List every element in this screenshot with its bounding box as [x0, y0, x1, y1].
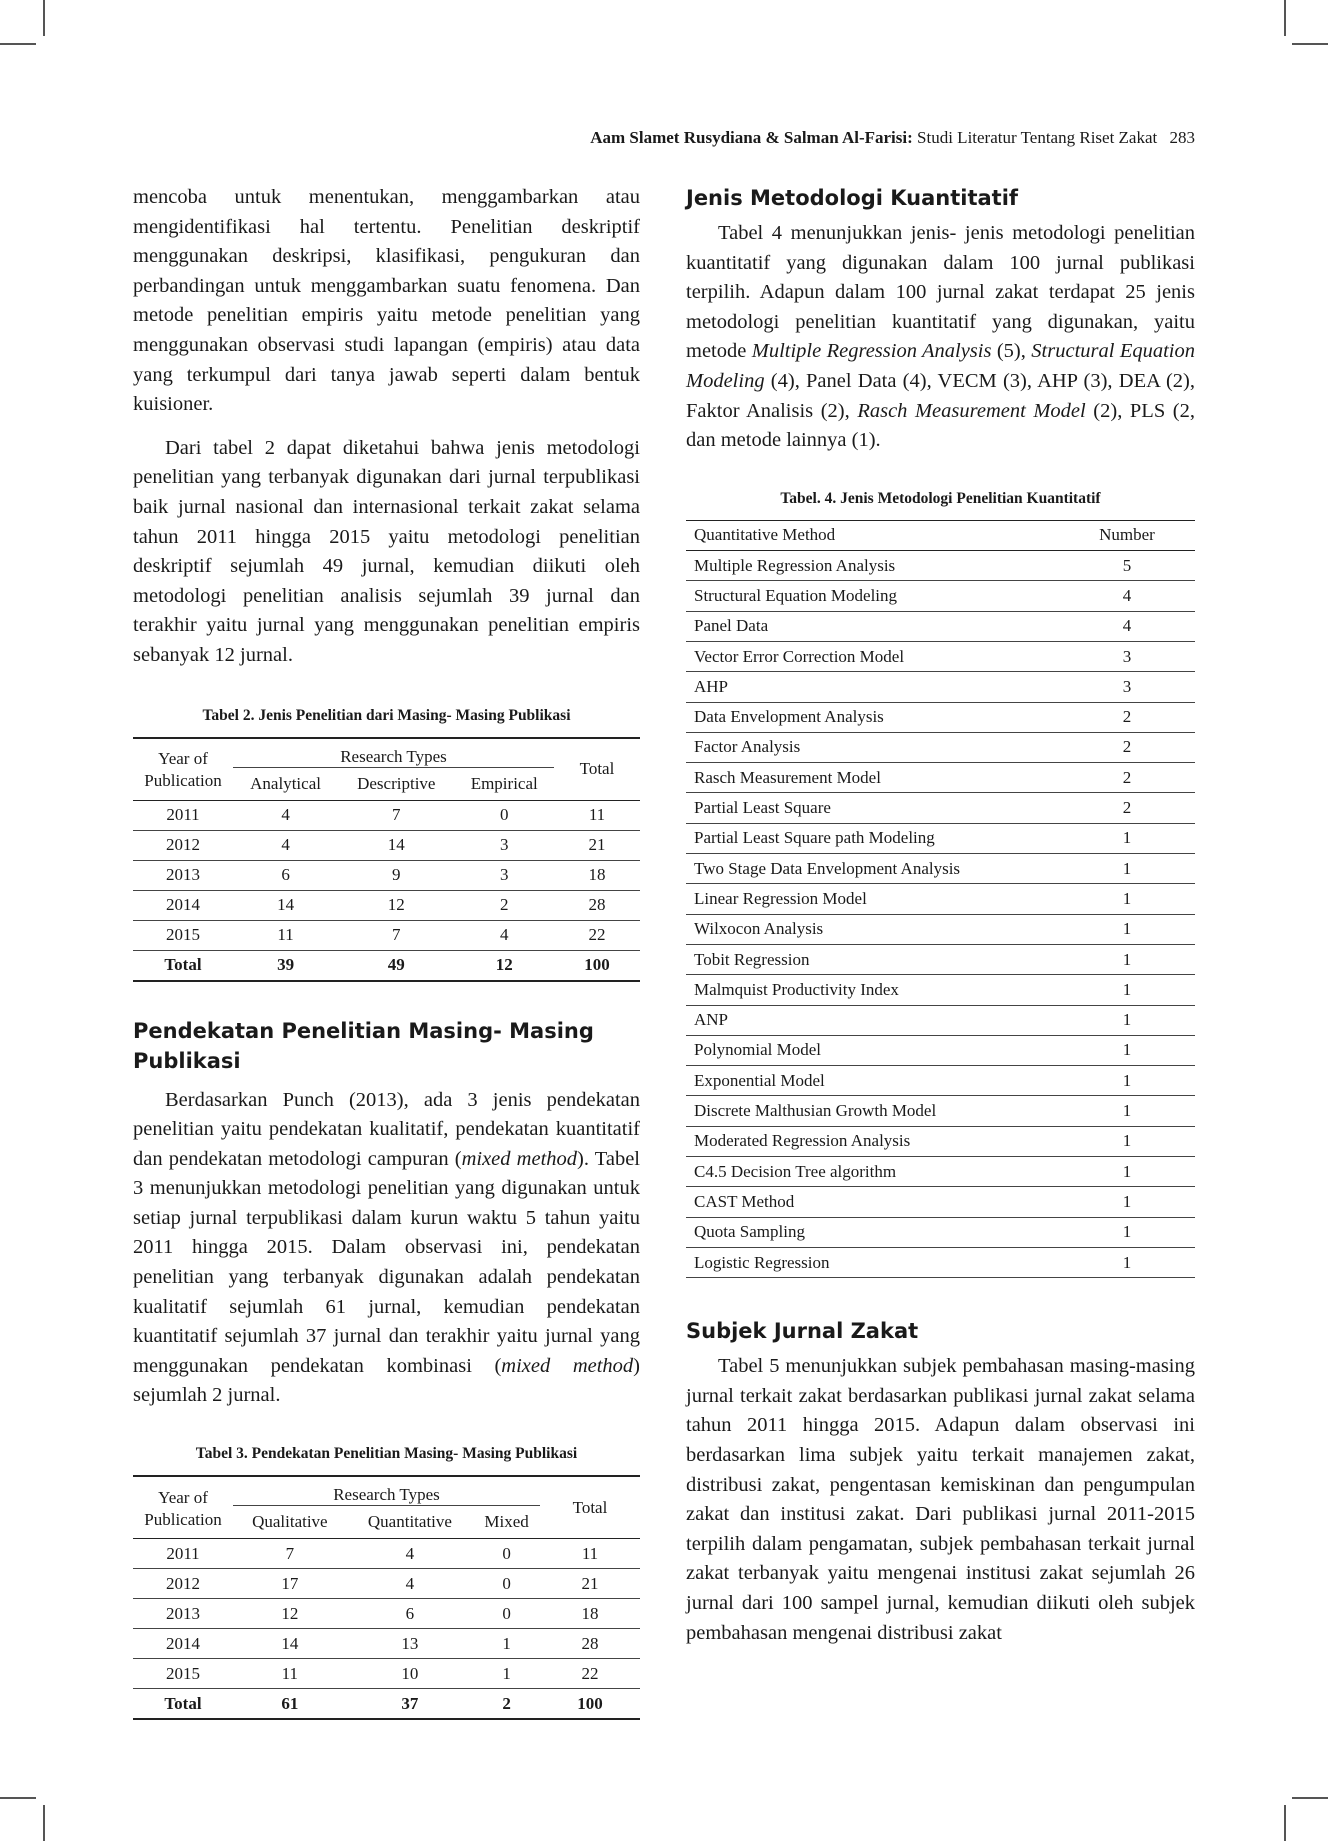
- number-cell: 4: [1059, 611, 1195, 641]
- table-row: [133, 1659, 640, 1689]
- table-row: [686, 854, 1195, 884]
- table-cell: 14: [233, 1629, 347, 1659]
- table-cell: 14: [338, 830, 454, 860]
- column-header: Total: [540, 1476, 640, 1539]
- table-caption: Tabel 2. Jenis Penelitian dari Masing- Masing Publikasi: [202, 706, 571, 724]
- table-cell: 28: [540, 1629, 640, 1659]
- column-header: Number: [1059, 520, 1195, 550]
- table-cell: 7: [233, 1539, 347, 1569]
- number-cell: 1: [1059, 1066, 1195, 1096]
- table-cell: 12: [338, 890, 454, 920]
- section-heading: Jenis Metodologi Kuantitatif: [686, 186, 1019, 210]
- table-row: [686, 1187, 1195, 1217]
- table-cell: 11: [540, 1539, 640, 1569]
- table-row: [133, 890, 640, 920]
- table-row: [686, 1126, 1195, 1156]
- table-cell: 100: [554, 950, 640, 981]
- number-cell: 1: [1059, 1217, 1195, 1247]
- number-cell: 1: [1059, 823, 1195, 853]
- table-cell: 4: [347, 1539, 473, 1569]
- paragraph: Dari tabel 2 dapat diketahui bahwa jenis metodologi penelitian yang terbanyak digunakan dari jurnal terpublikasi baik jurnal nasional dan internasional terkait zakat selama tahun 2011 hingga 2015 yaitu metodologi penelitian deskriptif sejumlah 49 jurnal, kemudian diikuti oleh metodologi penelitian analisis sejumlah 39 jurnal dan terakhir yaitu jurnal yang menggunakan penelitian empiris sebanyak 12 jurnal.: [133, 436, 640, 666]
- method-cell: Factor Analysis: [686, 732, 1059, 762]
- table-cell: 18: [540, 1599, 640, 1629]
- column-header: Qualitative: [233, 1506, 347, 1539]
- table-row: [133, 1599, 640, 1629]
- table-total-row: [133, 950, 640, 981]
- method-cell: Moderated Regression Analysis: [686, 1126, 1059, 1156]
- table-caption: Tabel. 4. Jenis Metodologi Penelitian Kuantitatif: [780, 489, 1101, 507]
- table-2: [133, 707, 640, 982]
- paragraph-text: (4), Panel Data (4), VECM (3), AHP (3), DEA (2), Faktor Analisis (2),: [686, 369, 1195, 422]
- table-row: [686, 1096, 1195, 1126]
- table-cell: 2: [454, 890, 554, 920]
- paragraph-emphasis: mixed method: [501, 1354, 634, 1377]
- table-3: [133, 1445, 640, 1720]
- paragraph-emphasis: mixed method: [461, 1147, 578, 1170]
- section-heading: Subjek Jurnal Zakat: [686, 1319, 919, 1344]
- data-table: [133, 737, 640, 982]
- number-cell: 5: [1059, 551, 1195, 581]
- number-cell: 1: [1059, 1035, 1195, 1065]
- table-cell: 11: [233, 1659, 347, 1689]
- number-cell: 3: [1059, 641, 1195, 671]
- table-cell: 61: [233, 1689, 347, 1720]
- section-heading: Pendekatan Penelitian Masing- Masing Publikasi: [133, 1018, 594, 1073]
- table-cell: 2: [473, 1689, 540, 1720]
- header-authors: Aam Slamet Rusydiana & Salman Al-Farisi:: [590, 128, 913, 147]
- method-cell: Malmquist Productivity Index: [686, 975, 1059, 1005]
- table-row: [686, 823, 1195, 853]
- paragraph-text: Tabel 4 menunjukkan jenis- jenis metodologi penelitian kuantitatif yang digunakan dalam 100 jurnal publikasi terpilih. Adapun dalam 100 jurnal zakat terdapat 25 jenis metodologi penelitian kuantitatif yang digunakan, yaitu metode: [686, 222, 1195, 363]
- method-cell: CAST Method: [686, 1187, 1059, 1217]
- method-cell: Structural Equation Modeling: [686, 581, 1059, 611]
- paragraph-emphasis: Multiple Regression Analysis: [751, 340, 992, 363]
- number-cell: 1: [1059, 1247, 1195, 1277]
- method-cell: Two Stage Data Envelopment Analysis: [686, 854, 1059, 884]
- paragraph-text: ). Tabel 3 menunjukkan metodologi penelitian yang digunakan untuk setiap jurnal terpublikasi dalam kurun waktu 5 tahun yaitu 2011 hingga 2015. Dalam observasi ini, pendekatan penelitian yang terbanyak digunakan adalah pendekatan kualitatif sejumlah 61 jurnal, kemudian pendekatan kuantitatif sejumlah 37 jurnal dan terakhir yaitu jurnal yang menggunakan pendekatan kombinasi (: [133, 1147, 640, 1377]
- number-cell: 1: [1059, 884, 1195, 914]
- table-total-row: [133, 1689, 640, 1720]
- table-row: [133, 800, 640, 830]
- method-cell: Wilxocon Analysis: [686, 914, 1059, 944]
- method-cell: ANP: [686, 1005, 1059, 1035]
- table-cell: 6: [233, 860, 338, 890]
- table-row: [686, 641, 1195, 671]
- table-row: [686, 702, 1195, 732]
- method-cell: Quota Sampling: [686, 1217, 1059, 1247]
- table-row: [686, 1035, 1195, 1065]
- table-row: [686, 763, 1195, 793]
- table-cell: 28: [554, 890, 640, 920]
- table-cell: 21: [540, 1569, 640, 1599]
- paragraph-text: ) sejumlah 2 jurnal.: [133, 1354, 640, 1407]
- number-cell: 4: [1059, 581, 1195, 611]
- paragraph: Tabel 5 menunjukkan subjek pembahasan masing-masing jurnal terkait zakat berdasarkan publikasi jurnal zakat selama tahun 2011 hingga 2015. Adapun dalam observasi ini berdasarkan lima subjek yaitu terkait manajemen zakat, distribusi zakat, pengentasan kemiskinan dan pengumpulan zakat dan institusi zakat. Dari publikasi jurnal 2011-2015 terpilih dalam pengamatan, subjek pembahasan terkait jurnal zakat terbanyak yaitu mengenai institusi zakat sejumlah 26 jurnal dari 100 sampel jurnal, kemudian diikuti oleh subjek pembahasan mengenai distribusi zakat: [686, 1355, 1195, 1644]
- method-cell: Panel Data: [686, 611, 1059, 641]
- method-cell: Polynomial Model: [686, 1035, 1059, 1065]
- table-cell: 2014: [133, 890, 233, 920]
- table-cell: 9: [338, 860, 454, 890]
- table-row: [686, 551, 1195, 581]
- paragraph-text: (2), PLS (2, dan metode lainnya (1).: [686, 399, 1195, 452]
- column-header: Analytical: [233, 767, 338, 800]
- table-row: [686, 1066, 1195, 1096]
- number-cell: 1: [1059, 1126, 1195, 1156]
- table-cell: 2012: [133, 830, 233, 860]
- data-table: [686, 520, 1195, 1278]
- table-cell: 0: [473, 1539, 540, 1569]
- table-cell: 12: [454, 950, 554, 981]
- crop-mark: [0, 1797, 36, 1799]
- crop-mark: [0, 43, 36, 45]
- table-cell: Total: [133, 1689, 233, 1720]
- method-cell: Partial Least Square path Modeling: [686, 823, 1059, 853]
- table-row: [133, 860, 640, 890]
- table-cell: 18: [554, 860, 640, 890]
- paragraph: [133, 1086, 640, 1412]
- table-cell: 0: [473, 1599, 540, 1629]
- column-group-header: Research Types: [233, 738, 554, 768]
- table-cell: 10: [347, 1659, 473, 1689]
- crop-mark: [43, 1805, 45, 1841]
- table-cell: 2011: [133, 800, 233, 830]
- table-cell: 1: [473, 1629, 540, 1659]
- number-cell: 1: [1059, 1096, 1195, 1126]
- table-row: [686, 1217, 1195, 1247]
- table-row: [133, 1569, 640, 1599]
- table-cell: 2013: [133, 860, 233, 890]
- table-cell: 4: [233, 830, 338, 860]
- table-cell: 2015: [133, 1659, 233, 1689]
- paragraph-text: Berdasarkan Punch (2013), ada 3 jenis pendekatan penelitian yaitu pendekatan kualitatif, pendekatan kuantitatif dan pendekatan metodologi campuran (: [133, 1088, 640, 1170]
- column-header: Mixed: [473, 1506, 540, 1539]
- table-cell: 13: [347, 1629, 473, 1659]
- crop-mark: [43, 0, 45, 36]
- method-cell: AHP: [686, 672, 1059, 702]
- table-row: [686, 581, 1195, 611]
- method-cell: Data Envelopment Analysis: [686, 702, 1059, 732]
- number-cell: 2: [1059, 702, 1195, 732]
- number-cell: 1: [1059, 944, 1195, 974]
- number-cell: 1: [1059, 975, 1195, 1005]
- method-cell: Logistic Regression: [686, 1247, 1059, 1277]
- table-4: [686, 490, 1195, 1278]
- number-cell: 3: [1059, 672, 1195, 702]
- method-cell: Vector Error Correction Model: [686, 641, 1059, 671]
- table-cell: 2015: [133, 920, 233, 950]
- table-cell: 2011: [133, 1539, 233, 1569]
- column-group-header: Research Types: [233, 1476, 540, 1506]
- table-row: [686, 1156, 1195, 1186]
- method-cell: Exponential Model: [686, 1066, 1059, 1096]
- table-cell: 22: [554, 920, 640, 950]
- number-cell: 2: [1059, 763, 1195, 793]
- table-cell: 2013: [133, 1599, 233, 1629]
- method-cell: C4.5 Decision Tree algorithm: [686, 1156, 1059, 1186]
- column-header: Quantitative Method: [686, 520, 1059, 550]
- crop-mark: [1292, 43, 1328, 45]
- column-header: Year of Publication: [133, 1476, 233, 1539]
- method-cell: Partial Least Square: [686, 793, 1059, 823]
- table-row: [133, 830, 640, 860]
- method-cell: Tobit Regression: [686, 944, 1059, 974]
- paragraph-emphasis: Structural Equation Modeling: [686, 340, 1196, 392]
- header-title: Studi Literatur Tentang Riset Zakat: [917, 128, 1158, 147]
- table-cell: 7: [338, 800, 454, 830]
- column-header: Total: [554, 738, 640, 801]
- table-cell: 2014: [133, 1629, 233, 1659]
- table-cell: 12: [233, 1599, 347, 1629]
- table-cell: 39: [233, 950, 338, 981]
- number-cell: 1: [1059, 914, 1195, 944]
- table-cell: 100: [540, 1689, 640, 1720]
- table-cell: 7: [338, 920, 454, 950]
- table-row: [133, 920, 640, 950]
- table-row: [686, 793, 1195, 823]
- table-row: [686, 884, 1195, 914]
- right-column: [686, 183, 1195, 1648]
- table-row: [686, 944, 1195, 974]
- crop-mark: [1284, 0, 1286, 36]
- column-header: Descriptive: [338, 767, 454, 800]
- table-row: [133, 1539, 640, 1569]
- page-number: 283: [1169, 128, 1195, 147]
- table-row: [686, 672, 1195, 702]
- table-cell: 6: [347, 1599, 473, 1629]
- table-cell: 11: [233, 920, 338, 950]
- table-cell: Total: [133, 950, 233, 981]
- table-row: [686, 914, 1195, 944]
- paragraph: [686, 219, 1195, 456]
- column-header: Quantitative: [347, 1506, 473, 1539]
- table-cell: 4: [233, 800, 338, 830]
- table-row: [686, 732, 1195, 762]
- table-cell: 21: [554, 830, 640, 860]
- table-cell: 4: [347, 1569, 473, 1599]
- data-table: [133, 1475, 640, 1720]
- table-row: [133, 1629, 640, 1659]
- table-cell: 4: [454, 920, 554, 950]
- table-cell: 3: [454, 830, 554, 860]
- table-cell: 2012: [133, 1569, 233, 1599]
- crop-mark: [1292, 1797, 1328, 1799]
- table-cell: 14: [233, 890, 338, 920]
- method-cell: Multiple Regression Analysis: [686, 551, 1059, 581]
- table-cell: 3: [454, 860, 554, 890]
- column-header: Year of Publication: [133, 738, 233, 801]
- table-row: [686, 611, 1195, 641]
- table-cell: 49: [338, 950, 454, 981]
- table-cell: 1: [473, 1659, 540, 1689]
- number-cell: 1: [1059, 1187, 1195, 1217]
- paragraph-text: (5),: [991, 340, 1032, 363]
- method-cell: Discrete Malthusian Growth Model: [686, 1096, 1059, 1126]
- number-cell: 1: [1059, 854, 1195, 884]
- paragraph: mencoba untuk menentukan, menggambarkan atau mengidentifikasi hal tertentu. Penelitian deskriptif menggunakan deskripsi, klasifikasi, pengukuran dan perbandingan untuk menggambarkan suatu fenomena. Dan metode penelitian empiris yaitu metode penelitian yang menggunakan observasi studi lapangan (empiris) atau data yang terkumpul dari tanya jawab seperti dalam bentuk kuisioner.: [133, 186, 640, 416]
- table-caption: Tabel 3. Pendekatan Penelitian Masing- Masing Publikasi: [195, 1445, 578, 1463]
- table-cell: 11: [554, 800, 640, 830]
- running-header: [590, 128, 1195, 148]
- number-cell: 2: [1059, 732, 1195, 762]
- column-header: Empirical: [454, 767, 554, 800]
- crop-mark: [1284, 1805, 1286, 1841]
- left-column: [133, 183, 640, 1720]
- number-cell: 2: [1059, 793, 1195, 823]
- table-cell: 17: [233, 1569, 347, 1599]
- table-row: [686, 1247, 1195, 1277]
- table-row: [686, 1005, 1195, 1035]
- paragraph-emphasis: Rasch Measurement Model: [857, 399, 1086, 422]
- table-cell: 0: [454, 800, 554, 830]
- number-cell: 1: [1059, 1156, 1195, 1186]
- table-row: [686, 975, 1195, 1005]
- table-cell: 22: [540, 1659, 640, 1689]
- method-cell: Linear Regression Model: [686, 884, 1059, 914]
- table-cell: 0: [473, 1569, 540, 1599]
- table-cell: 37: [347, 1689, 473, 1720]
- number-cell: 1: [1059, 1005, 1195, 1035]
- method-cell: Rasch Measurement Model: [686, 763, 1059, 793]
